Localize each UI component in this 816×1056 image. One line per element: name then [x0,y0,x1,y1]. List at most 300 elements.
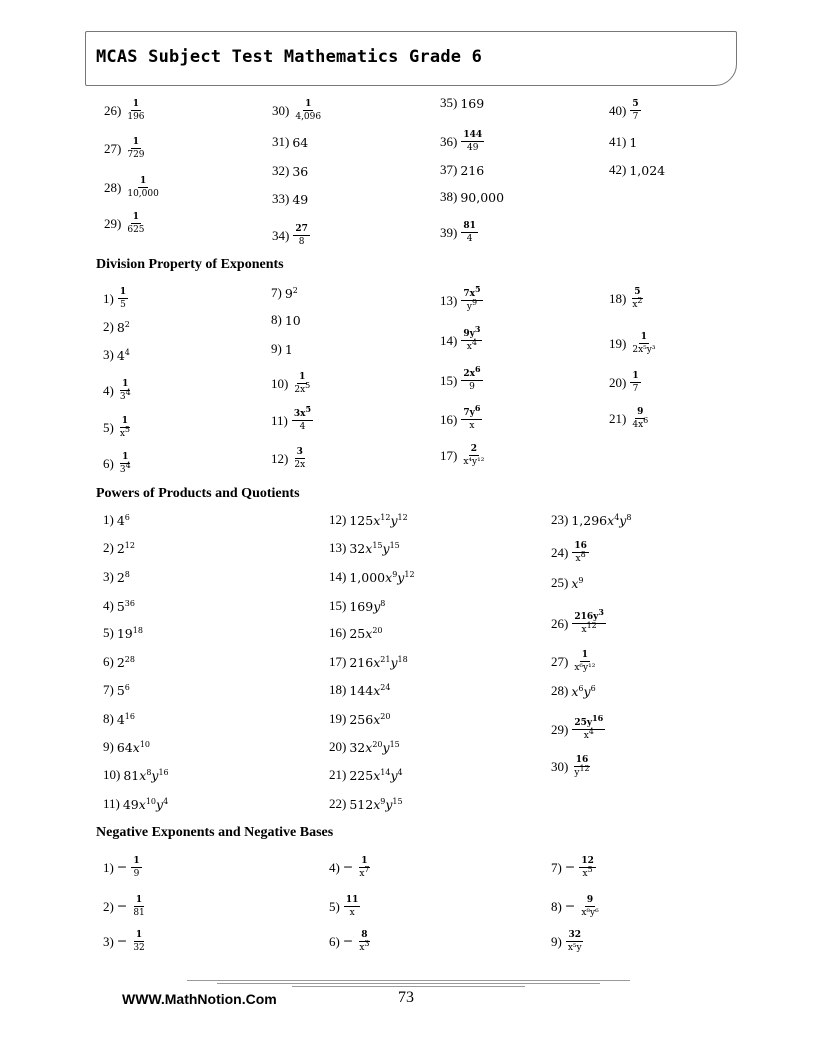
answer-value: 216 [460,162,485,178]
answer-value [571,607,607,635]
answer-value: $64x^{10}$ [116,739,150,755]
footer-divider [217,983,600,984]
item-number: 14) [440,332,458,348]
denominator: 196 [127,112,145,122]
answer-value [460,403,483,431]
answer-value: − $\frac{1}{32}$ [116,930,145,953]
answer-item [440,95,484,111]
item-number: 7) [551,859,562,875]
answer-item [103,569,130,585]
numerator: 16 [574,541,587,551]
answer-item [103,796,168,812]
item-number: 27) [551,653,569,669]
item-number: 9) [271,341,282,356]
numerator: 1 [133,856,140,866]
item-number: 6) [103,654,114,669]
answer-value [124,99,147,122]
answer-value: $5^6$ [116,682,130,698]
answer-value [460,284,483,312]
answer-item [103,512,130,528]
item-number: 21) [329,767,347,782]
item-number: 18) [329,682,347,697]
answer-item [440,162,484,178]
answer-item [104,99,148,122]
item-number: 20) [609,374,627,390]
answer-value: $225x^{14}y^4$ [349,767,403,783]
denominator: $x^2$ [632,296,643,310]
answer-value [292,99,324,122]
item-number: 3) [103,347,114,362]
item-number: 27) [104,140,122,156]
answer-item [609,162,665,178]
numerator: 1 [632,371,639,381]
fraction [131,930,146,953]
denominator: 4,096 [295,112,322,122]
answer-item [609,287,646,310]
numerator: 1 [132,212,140,222]
answer-item [271,372,313,395]
denominator: 5 [120,300,126,310]
header-box [85,31,737,86]
answer-value: $25x^{20}$ [349,625,383,641]
answer-item [440,189,504,205]
fraction [461,130,484,153]
answer-item [609,134,637,150]
answer-value: $2^{28}$ [116,654,135,670]
denominator: $x^8$ [575,550,586,564]
answer-item [440,130,485,153]
answer-item [103,767,169,783]
answer-item [609,332,658,355]
denominator: 9 [133,869,140,879]
answer-value [117,287,129,310]
denominator: $x^5$ [582,865,593,879]
item-number: 17) [329,654,347,669]
item-number: 1) [103,859,114,875]
answer-value [117,416,133,439]
item-number: 26) [551,615,569,631]
item-number: 21) [609,410,627,426]
numerator: 1 [581,650,588,660]
fraction [293,99,323,122]
item-number: 11) [103,796,120,811]
item-number: 26) [104,102,122,118]
fraction [357,856,371,879]
fraction [292,447,307,470]
answer-value: $144x^{24}$ [349,682,391,698]
item-number: 29) [104,215,122,231]
answer-value [117,452,134,475]
answer-item [440,221,479,244]
answer-value: − $\frac{1}{81}$ [116,895,145,918]
numerator: $2x^6$ [463,364,481,379]
answer-item [104,212,148,235]
answer-value: $9^2$ [284,285,298,301]
item-number: 15) [440,372,458,388]
numerator: 9 [637,407,644,417]
numerator: 1 [305,99,312,109]
answer-item [551,575,584,591]
footer-url: WWW.MathNotion.Com [122,991,277,1007]
answer-item [103,654,135,670]
answer-item [104,137,148,160]
item-number: 10) [271,375,289,391]
numerator: 16 [575,755,589,765]
fraction [131,856,141,879]
answer-item [551,650,598,673]
answer-item [103,930,148,953]
answer-value: $256x^{20}$ [349,711,391,727]
answer-item [272,99,324,122]
item-number: 3) [103,569,114,584]
fraction [461,221,478,244]
answer-value [117,379,134,402]
answer-value: $81x^8y^{16}$ [123,767,169,783]
item-number: 4) [103,382,114,398]
item-number: 18) [609,290,627,306]
fraction [630,332,657,355]
numerator: $7x^5$ [463,284,481,299]
numerator: 1 [119,287,127,297]
answer-value: $8^2$ [116,319,130,335]
numerator: 144 [463,130,483,140]
page-title: MCAS Subject Test Mathematics Grade 6 [96,47,483,67]
item-number: 28) [104,179,122,195]
item-number: 36) [440,133,458,149]
answer-value: − $\frac{8}{x^3}$ [342,930,370,953]
item-number: 15) [329,598,347,613]
answer-value [124,176,162,199]
item-number: 20) [329,739,347,754]
item-number: 6) [103,455,114,471]
numerator: 11 [345,895,359,905]
denominator: 32 [133,943,145,953]
numerator: $216y^3$ [574,607,604,622]
item-number: 5) [329,898,340,914]
answer-value: 36 [292,163,309,179]
answer-item [103,598,135,614]
item-number: 32) [272,163,290,178]
answer-item [272,191,308,207]
answer-value: $512x^9y^{15}$ [349,796,403,812]
fraction [579,895,600,918]
item-number: 1) [103,512,114,527]
answer-item [104,176,162,199]
answer-value [571,713,606,741]
denominator: x [349,908,355,918]
answer-value: $5^{36}$ [116,598,135,614]
denominator: $3^4$ [119,461,131,475]
denominator: 729 [127,150,145,160]
denominator: 81 [133,908,145,918]
answer-value: $1,000x^9y^{12}$ [349,569,415,585]
answer-item [609,99,642,122]
numerator: 1 [132,99,140,109]
denominator: $x^4$ [466,338,477,352]
answer-value: 49 [292,191,309,207]
answer-item [440,364,484,392]
item-number: 38) [440,189,458,204]
answer-item [329,654,408,670]
item-number: 25) [551,575,569,590]
answer-item [329,598,385,614]
answer-item [329,569,415,585]
denominator: $x^4$ [583,727,594,741]
answer-value [629,287,645,310]
answer-value [571,650,598,673]
answer-item [551,512,631,528]
answer-item [329,895,361,918]
numerator: $9y^3$ [463,324,481,339]
fraction [572,541,589,564]
denominator: $y^9$ [466,298,478,312]
answer-value: $169y^8$ [349,598,386,614]
answer-value: $x^9$ [571,575,584,591]
item-number: 16) [440,411,458,427]
answer-value: $x^6y^6$ [571,683,596,699]
heading-powers-products: Powers of Products and Quotients [96,486,300,501]
denominator: 2x⁵y³ [632,345,656,355]
item-number: 8) [103,711,114,726]
fraction [118,416,132,439]
item-number: 24) [551,544,569,560]
answer-item [272,163,308,179]
denominator: x⁴y¹² [463,457,485,467]
denominator: x⁶y¹² [574,663,596,673]
item-number: 4) [103,598,114,613]
answer-item [103,895,148,918]
answer-value [565,930,585,953]
footer-divider [292,986,525,987]
answer-value: − $\frac{12}{x^5}$ [564,856,594,879]
denominator: 10,000 [127,189,159,199]
answer-value: 1 [284,341,293,357]
answer-value: $2^{12}$ [116,540,135,556]
fraction [461,364,482,392]
fraction [630,99,640,122]
numerator: 1 [640,332,648,342]
item-number: 37) [440,162,458,177]
item-number: 34) [272,227,290,243]
numerator: $7y^6$ [463,403,481,418]
answer-item [103,856,143,879]
numerator: 5 [632,99,639,109]
item-number: 2) [103,898,114,914]
answer-item [329,930,373,953]
item-number: 9) [103,739,114,754]
denominator: x [469,421,475,431]
answer-item [329,856,373,879]
answer-value: $32x^{20}y^{15}$ [349,739,400,755]
item-number: 7) [103,682,114,697]
answer-item [329,739,400,755]
fraction [131,895,146,918]
item-number: 39) [440,224,458,240]
fraction [572,650,597,673]
answer-value: 1,024 [629,162,666,178]
answer-item [103,319,130,335]
answer-item [103,682,130,698]
answer-value: − $\frac{1}{x^7}$ [342,856,370,879]
fraction [630,287,644,310]
answer-item [551,607,607,635]
answer-item [103,416,133,439]
fraction [572,755,591,778]
answer-value: $1,296x^4y^8$ [571,512,632,528]
item-number: 19) [329,711,347,726]
answer-item [609,371,642,394]
numerator: 1 [135,895,143,905]
denominator: 4 [299,422,306,432]
fraction [461,403,482,431]
numerator: 32 [568,930,581,940]
answer-item [329,796,403,812]
answer-value: $2^8$ [116,569,130,585]
denominator: x⁵y [567,943,582,953]
fraction [630,371,640,394]
item-number: 5) [103,625,114,640]
denominator: $y^{12}$ [574,764,590,778]
item-number: 11) [271,412,288,428]
answer-item [103,287,129,310]
answer-value [571,541,590,564]
answer-value: $4^4$ [116,347,130,363]
answer-value: 10 [284,312,301,328]
item-number: 8) [551,898,562,914]
item-number: 16) [329,625,347,640]
answer-item [271,447,308,470]
fraction [125,212,146,235]
numerator: 1 [135,930,143,940]
item-number: 41) [609,134,627,149]
answer-value: 1 [629,134,638,150]
numerator: 27 [295,224,308,234]
answer-item [271,341,293,357]
answer-item [329,767,403,783]
denominator: 2x [294,460,306,470]
fraction [357,930,371,953]
answer-value: − $\frac{1}{9}$ [116,856,140,879]
numerator: 81 [463,221,476,231]
item-number: 14) [329,569,347,584]
answer-value: $125x^{12}y^{12}$ [349,512,408,528]
answer-item [440,403,483,431]
answer-value [629,371,641,394]
answer-value [629,407,651,430]
answer-item [329,682,390,698]
answer-value [460,130,485,153]
answer-value: 90,000 [460,189,505,205]
item-number: 9) [551,933,562,949]
answer-item [272,134,308,150]
answer-value [460,364,483,392]
denominator: 49 [467,143,479,153]
answer-item [272,224,311,247]
item-number: 17) [440,447,458,463]
denominator: x⁸y⁶ [581,908,599,918]
item-number: 42) [609,162,627,177]
answer-value [460,444,487,467]
answer-value [291,404,314,432]
answer-item [440,324,483,352]
fraction [125,99,146,122]
fraction [118,379,133,402]
fraction [566,930,584,953]
numerator: $25y^{16}$ [574,713,604,728]
answer-item [551,713,606,741]
answer-item [271,404,314,432]
answer-value [124,212,147,235]
item-number: 7) [271,285,282,300]
item-number: 12) [329,512,347,527]
item-number: 5) [103,419,114,435]
item-number: 30) [551,758,569,774]
answer-item [103,739,150,755]
answer-value [291,447,308,470]
answer-item [329,540,400,556]
answer-item [329,625,383,641]
fraction [572,607,606,635]
footer-divider [187,980,630,981]
page-number: 73 [398,989,414,1006]
item-number: 1) [103,290,114,306]
answer-value: 64 [292,134,309,150]
denominator: 7 [632,384,639,394]
answer-item [103,540,135,556]
answer-item [103,379,134,402]
item-number: 2) [103,540,114,555]
heading-negative-exponents: Negative Exponents and Negative Bases [96,825,334,840]
item-number: 40) [609,102,627,118]
item-number: 31) [272,134,290,149]
answer-value: $216x^{21}y^{18}$ [349,654,408,670]
answer-value [460,324,483,352]
item-number: 6) [329,933,340,949]
denominator: 4 [466,234,473,244]
numerator: 1 [121,416,129,426]
numerator: 8 [361,930,368,940]
heading-division-property: Division Property of Exponents [96,257,284,272]
denominator: $x^3$ [359,939,370,953]
answer-value: $4^{16}$ [116,711,135,727]
answer-value [343,895,362,918]
fraction [292,372,312,395]
answer-item [103,452,134,475]
fraction [461,444,486,467]
answer-value: $32x^{15}y^{15}$ [349,540,400,556]
answer-item [440,444,487,467]
answer-item [271,285,298,301]
fraction [118,287,128,310]
answer-value [629,99,641,122]
numerator: 1 [299,372,306,382]
answer-value [124,137,147,160]
answer-item [103,347,130,363]
answer-item [551,683,596,699]
item-number: 8) [271,312,282,327]
answer-value [629,332,658,355]
numerator: 12 [581,856,594,866]
denominator: 9 [469,382,475,392]
numerator: 1 [122,379,129,389]
fraction [572,713,605,741]
answer-value: 169 [460,95,485,111]
answer-value: $19^{18}$ [116,625,143,641]
answer-item [440,284,484,312]
item-number: 35) [440,95,458,110]
fraction [125,176,161,199]
item-number: 33) [272,191,290,206]
